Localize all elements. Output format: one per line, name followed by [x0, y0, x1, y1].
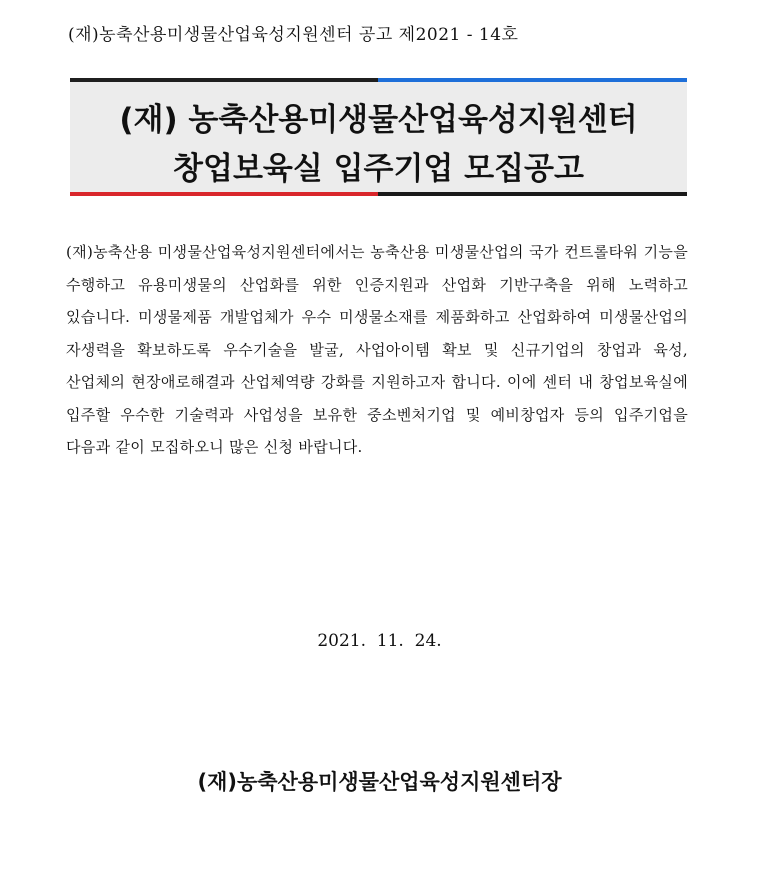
notice-number: (재)농축산용미생물산업육성지원센터 공고 제2021 - 14호 [68, 25, 519, 45]
signature: (재)농축산용미생물산업육성지원센터장 [197, 770, 562, 794]
title-bar-top-right [378, 78, 687, 82]
title-box [70, 78, 687, 196]
page-title-line-2: 창업보육실 입주기업 모집공고 [173, 151, 584, 187]
notice-body: (재)농축산용 미생물산업육성지원센터에서는 농축산용 미생물산업의 국가 컨트롤타워 기능을 수행하고 유용미생물의 산업화를 위한 인증지원과 산업화 기반구축을 위해 노력하고 있습니다. 미생물제품 개발업체가 우수 미생물소재를 제품화하고 산업화하여 미생물산업의 자생력을 확보하도록 우수기술을 발굴, 사업아이템 확보 및 신규기업의 창업과 육성, 산업체의 현장애로해결과 산업체역량 강화를 지원하고자 합니다. 이에 센터 내 창업보육실에 입주할 우수한 기술력과 사업성을 보유한 중소벤처기업 및 예비창업자 등의 입주기업을 다음과 같이 모집하오니 많은 신청 바랍니다. [66, 243, 688, 456]
title-bar-bottom-left [70, 192, 378, 196]
page-title-line-1: (재) 농축산용미생물산업육성지원센터 [119, 102, 638, 138]
title-bar-bottom-right [378, 192, 687, 196]
notice-date: 2021. 11. 24. [317, 631, 442, 651]
title-bar-top-left [70, 78, 378, 82]
